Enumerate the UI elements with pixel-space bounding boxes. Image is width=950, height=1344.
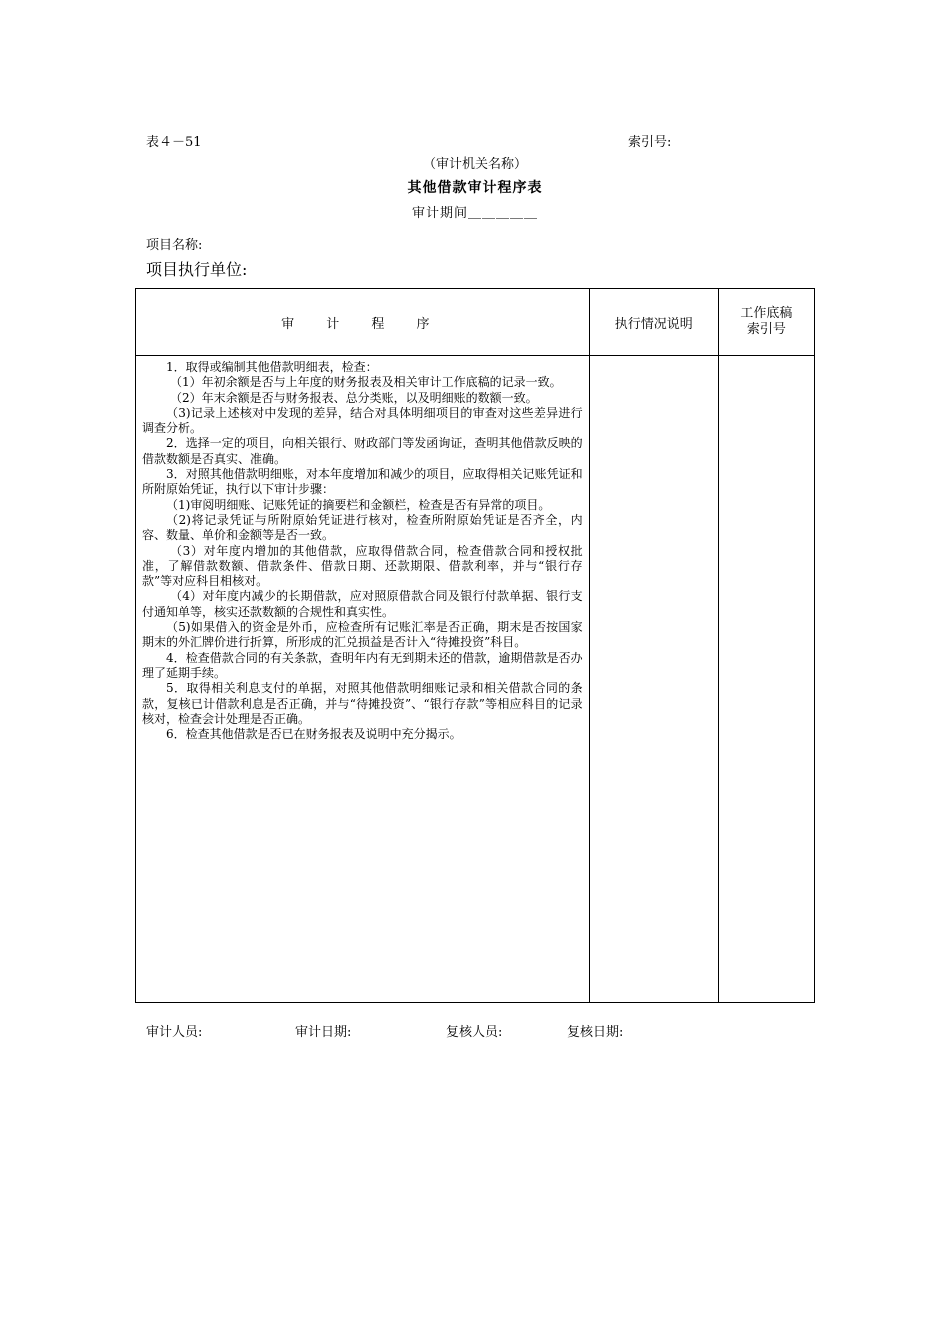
header-procedure-label: 审 计 程 序 [281, 316, 444, 332]
step-item: 1．取得或编制其他借款明细表，检查： [166, 360, 378, 374]
step-item: （2）年末余额是否与财务报表、总分类账，以及明细账的数额一致。 [170, 390, 538, 405]
header-ref-line2: 索引号 [746, 322, 786, 337]
step-item: （1)审阅明细账、记账凭证的摘要栏和金额栏，检查是否有异常的项目。 [166, 497, 551, 512]
workpaper-ref-cell [718, 356, 814, 1003]
table-header-row [136, 289, 815, 356]
reviewer-label: 复核人员: [446, 1025, 503, 1040]
step-item: （2)将记录凭证与所附原始凭证进行核对，检查所附原始凭证是否齐全，内容、数量、单价和金额等是否一致。 [142, 512, 583, 543]
header-ref-line1: 工作底稿 [740, 306, 793, 321]
header-audit-procedure [136, 289, 590, 356]
project-exec-unit-label: 项目执行单位: [146, 260, 248, 279]
step-item: （3)记录上述核对中发现的差异，结合对具体明细项目的审查对这些差异进行调查分析。 [142, 405, 583, 436]
header-exec-note-label: 执行情况说明 [614, 316, 693, 332]
table-number: 表４－51 [146, 135, 202, 150]
audit-agency-name: （审计机关名称） [422, 157, 527, 172]
audit-program-table [135, 288, 815, 1003]
auditor-label: 审计人员: [146, 1025, 203, 1040]
table-body-row [136, 356, 815, 1003]
procedure-cell [136, 356, 590, 1003]
header-workpaper-ref [718, 289, 814, 356]
step-item: （4）对年度内减少的长期借款，应对照原借款合同及银行付款单据、银行支付通知单等，核实还款数额的合规性和真实性。 [142, 589, 583, 619]
step-item: （3）对年度内增加的其他借款，应取得借款合同，检查借款合同和授权批准，了解借款数额、借款条件、借款日期、还款期限、借款利率，并与“银行存款”等对应科目相核对。 [142, 543, 583, 589]
step-item: 5．取得相关利息支付的单据，对照其他借款明细账记录和相关借款合同的条款，复核已计借款利息是否正确，并与“待摊投资”、“银行存款”等相应科目的记录核对，检查会计处理是否正确。 [142, 681, 583, 726]
header-exec-note [589, 289, 718, 356]
step-item: 6．检查其他借款是否已在财务报表及说明中充分揭示。 [166, 727, 462, 742]
review-date-label: 复核日期: [567, 1025, 624, 1040]
step-item: 4．检查借款合同的有关条款，查明年内有无到期未还的借款，逾期借款是否办理了延期手续。 [142, 650, 583, 680]
step-item: 2．选择一定的项目，向相关银行、财政部门等发函询证，查明其他借款反映的借款数额是否真实、准确。 [142, 436, 583, 466]
step-item: （1）年初余额是否与上年度的财务报表及相关审计工作底稿的记录一致。 [170, 375, 562, 390]
index-number-label: 索引号: [628, 135, 672, 150]
step-item: 3．对照其他借款明细账，对本年度增加和减少的项目，应取得相关记账凭证和所附原始凭证，执行以下审计步骤： [142, 467, 583, 497]
exec-note-cell [589, 356, 718, 1003]
project-name-label: 项目名称: [146, 238, 203, 253]
procedure-steps [136, 356, 589, 742]
step-item: （5)如果借入的资金是外币，应检查所有记账汇率是否正确，期末是否按国家期末的外汇牌价进行折算，所形成的汇兑损益是否计入“待摊投资”科目。 [142, 620, 583, 650]
document-title: 其他借款审计程序表 [407, 180, 543, 196]
audit-period: 审计期间＿＿＿＿＿ [411, 206, 538, 221]
audit-date-label: 审计日期: [295, 1025, 352, 1040]
